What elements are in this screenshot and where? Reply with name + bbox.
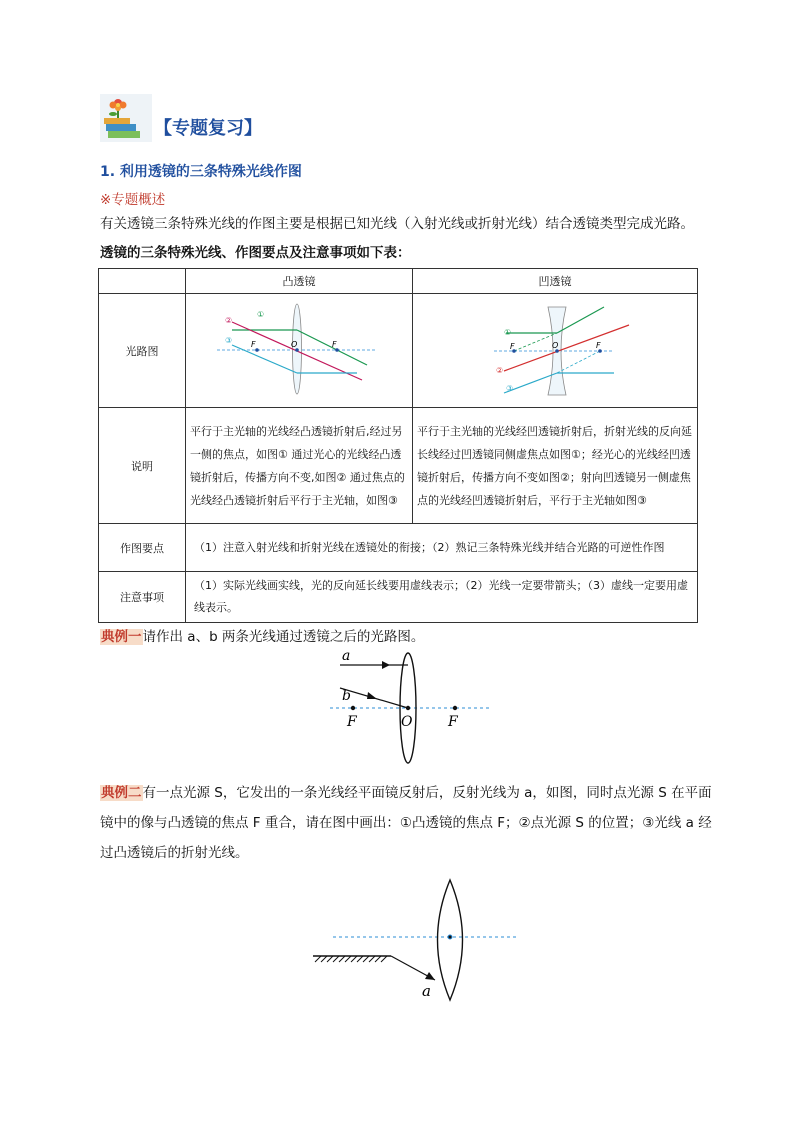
header [100,94,262,142]
example1-diagram [310,648,500,766]
label-circle1: ① [504,328,512,337]
ray-a-label: a [342,648,351,664]
label-circle3: ③ [225,336,233,345]
concave-ray-diagram [414,295,696,403]
label-O: O [291,340,298,349]
label-F-right: F [332,340,337,349]
focus-right-label: F [448,714,458,730]
section-title: 【专题复习】 [154,118,262,139]
key-points: （1）注意入射光线和折射光线在透镜处的衔接；（2）熟记三条特殊光线并结合光路的可逆性作图 [186,524,698,572]
row-label-note: 注意事项 [99,572,186,623]
row-label-key: 作图要点 [99,524,186,572]
example1-tag: 典例一 [101,629,142,645]
optical-center-label: O [401,714,413,730]
row-label-explain: 说明 [99,408,186,524]
label-F-left: F [510,342,515,351]
row-label-diagram: 光路图 [99,294,186,408]
convex-explain: 平行于主光轴的光线经凸透镜折射后,经过另一侧的焦点，如图① 通过光心的光线经凸透镜折射后，传播方向不变,如图② 通过焦点的光线经凸透镜折射后平行于主光轴，如图③ [186,408,413,524]
example2-diagram [305,876,525,1004]
example1-line [100,625,424,645]
label-F-left: F [251,340,256,349]
topic-title: 1. 利用透镜的三条特殊光线作图 [100,164,302,180]
focus-left-label: F [347,714,357,730]
intro-paragraph: 有关透镜三条特殊光线的作图主要是根据已知光线（入射光线或折射光线）结合透镜类型完成光路。 [100,216,694,232]
example1-text: 请作出 a、b 两条光线通过透镜之后的光路图。 [142,629,425,645]
example2-paragraph [100,778,720,868]
label-circle3: ③ [506,384,514,393]
lens-table [98,268,698,623]
ray-a-label: a [422,982,431,1000]
header-convex: 凸透镜 [186,269,413,294]
table-caption: 透镜的三条特殊光线、作图要点及注意事项如下表： [100,245,411,261]
label-O: O [552,341,559,350]
flower-books-logo [100,94,152,142]
label-circle1: ① [257,310,265,319]
header-concave: 凹透镜 [413,269,698,294]
label-F-right: F [596,341,601,350]
notes: （1）实际光线画实线，光的反向延长线要用虚线表示；（2）光线一定要带箭头；（3）虚线一定要用虚线表示。 [186,572,698,623]
concave-explain: 平行于主光轴的光线经凹透镜折射后，折射光线的反向延长线经过凹透镜同侧虚焦点如图①；经光心的光线经凹透镜折射后，传播方向不变如图②；射向凹透镜另一侧虚焦点的光线经凹透镜折射后，平行于主光轴如图③ [413,408,698,524]
overview-label: ※专题概述 [100,192,166,208]
ray-b-label: b [342,688,351,704]
example2-tag: 典例二 [101,785,142,801]
table-corner [99,269,186,294]
convex-ray-diagram [187,295,411,403]
convex-diagram-cell [186,294,413,408]
label-circle2: ② [225,316,233,325]
concave-diagram-cell [413,294,698,408]
label-circle2: ② [496,366,504,375]
example2-text: 有一点光源 S，它发出的一条光线经平面镜反射后，反射光线为 a，如图，同时点光源 S 在平面镜中的像与凸透镜的焦点 F 重合，请在图中画出：①凸透镜的焦点 F；②点光源 S 的位置；③光线 a 经过凸透镜后的折射光线。 [100,785,712,861]
